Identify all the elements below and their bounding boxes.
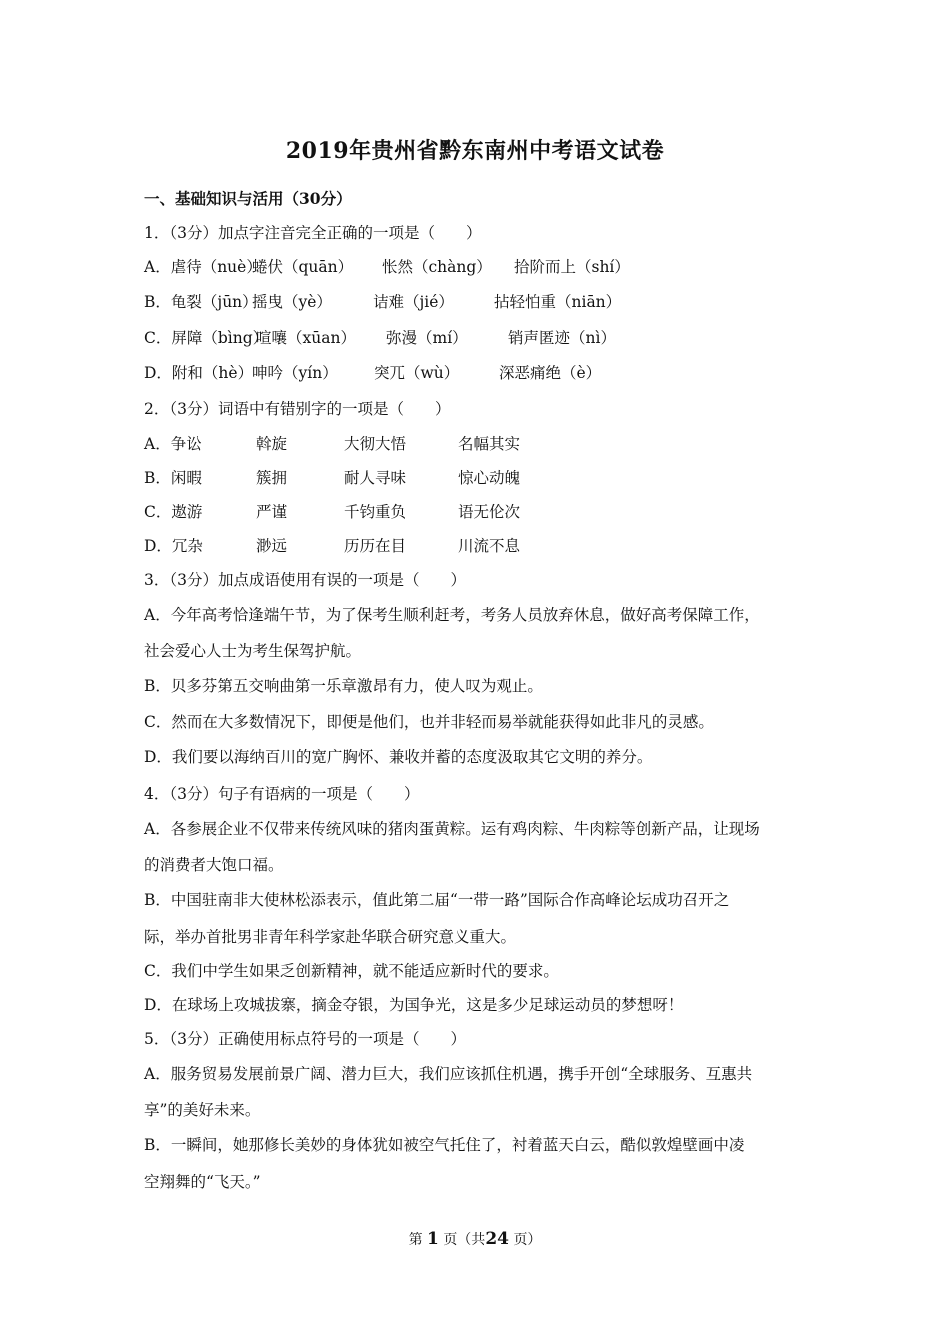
option-cell: 喧嚷（xūan） xyxy=(256,329,356,347)
question-5-stem: 5．（3分）正确使用标点符号的一项是（ ） xyxy=(144,1030,466,1048)
question-2-option-d xyxy=(144,536,520,556)
option-cell: 严谨 xyxy=(256,503,288,521)
page-footer xyxy=(0,1229,950,1249)
option-cell: 摇曳（yè） xyxy=(252,293,332,311)
option-cell: 簇拥 xyxy=(256,469,288,487)
question-2-option-a xyxy=(144,434,520,454)
current-page-number: 1 xyxy=(427,1229,439,1249)
option-cell: 语无伦次 xyxy=(458,503,521,521)
option-cell: B．龟裂（jūn） xyxy=(144,293,258,311)
option-cell: B．闲暇 xyxy=(144,469,202,487)
option-cell: 拾阶而上（shí） xyxy=(514,258,630,276)
question-3-option-c: C．然而在大多数情况下，即便是他们，也并非轻而易举就能获得如此非凡的灵感。 xyxy=(144,713,714,731)
question-1-option-c xyxy=(144,328,616,348)
question-1-stem: 1．（3分）加点字注音完全正确的一项是（ ） xyxy=(144,224,482,242)
option-cell: A．争讼 xyxy=(144,435,202,453)
total-page-count: 24 xyxy=(485,1229,509,1249)
question-5-option-b: B．一瞬间，她那修长美妙的身体犹如被空气托住了，衬着蓝天白云，酷似敦煌壁画中凌 xyxy=(144,1136,745,1154)
option-cell: 呻吟（yín） xyxy=(252,364,338,382)
question-2-option-b xyxy=(144,468,520,488)
option-cell: 川流不息 xyxy=(458,537,521,555)
question-4-option-a: A．各参展企业不仅带来传统风味的猪肉蛋黄粽。运有鸡肉粽、牛肉粽等创新产品，让现场 xyxy=(144,820,760,838)
option-cell: 名幅其实 xyxy=(458,435,521,453)
option-cell: 千钧重负 xyxy=(344,503,407,521)
option-cell: 耐人寻味 xyxy=(344,469,407,487)
option-cell: 突兀（wù） xyxy=(374,364,460,382)
question-1-option-d xyxy=(144,363,601,383)
option-cell: A．虐待（nuè） xyxy=(144,258,262,276)
question-2-stem: 2．（3分）词语中有错别字的一项是（ ） xyxy=(144,400,451,418)
option-cell: C．屏障（bìng） xyxy=(144,329,269,347)
question-1-option-a xyxy=(144,257,630,277)
question-3-option-b: B．贝多芬第五交响曲第一乐章激昂有力，使人叹为观止。 xyxy=(144,677,543,695)
question-5-option-a-cont: 享”的美好未来。 xyxy=(144,1101,261,1119)
question-5-option-b-cont: 空翔舞的“飞天。” xyxy=(144,1173,261,1191)
option-cell: 渺远 xyxy=(256,537,288,555)
option-cell: 怅然（chàng） xyxy=(382,258,492,276)
option-cell: D．冗杂 xyxy=(144,537,203,555)
question-4-option-b-cont: 际，举办首批男非青年科学家赴华联合研究意义重大。 xyxy=(144,928,517,946)
option-cell: 蜷伏（quān） xyxy=(252,258,354,276)
option-cell: 拈轻怕重（niān） xyxy=(494,293,622,311)
footer-middle: 页（共 xyxy=(443,1232,486,1248)
question-4-option-b: B．中国驻南非大使林松添表示，值此第二届“一带一路”国际合作高峰论坛成功召开之 xyxy=(144,891,730,909)
question-3-option-a: A．今年高考恰逢端午节，为了保考生顺利赶考，考务人员放弃休息，做好高考保障工作， xyxy=(144,606,760,624)
option-cell: 大彻大悟 xyxy=(344,435,407,453)
option-cell: 弥漫（mí） xyxy=(386,329,468,347)
question-3-option-d: D．我们要以海纳百川的宽广胸怀、兼收并蓄的态度汲取其它文明的养分。 xyxy=(144,748,653,766)
option-cell: 深恶痛绝（è） xyxy=(499,364,602,382)
question-5-option-a: A．服务贸易发展前景广阔、潜力巨大，我们应该抓住机遇，携手开创“全球服务、互惠共 xyxy=(144,1065,753,1083)
option-cell: C．遨游 xyxy=(144,503,203,521)
footer-prefix: 第 xyxy=(408,1232,423,1248)
option-cell: 销声匿迹（nì） xyxy=(508,329,616,347)
option-cell: 惊心动魄 xyxy=(458,469,521,487)
question-4-option-d: D．在球场上攻城拔寨，摘金夺银，为国争光，这是多少足球运动员的梦想呀！ xyxy=(144,996,684,1014)
question-1-option-b xyxy=(144,292,621,312)
question-4-stem: 4．（3分）句子有语病的一项是（ ） xyxy=(144,785,420,803)
option-cell: 斡旋 xyxy=(256,435,288,453)
question-2-option-c xyxy=(144,502,520,522)
page-title: 2019年贵州省黔东南州中考语文试卷 xyxy=(285,138,665,164)
option-cell: D．附和（hè） xyxy=(144,364,254,382)
option-cell: 诘难（jié） xyxy=(373,293,454,311)
question-4-option-a-cont: 的消费者大饱口福。 xyxy=(144,856,284,874)
question-4-option-c: C．我们中学生如果乏创新精神，就不能适应新时代的要求。 xyxy=(144,962,559,980)
option-cell: 历历在目 xyxy=(344,537,407,555)
question-3-stem: 3．（3分）加点成语使用有误的一项是（ ） xyxy=(144,571,466,589)
section-heading: 一、基础知识与活用（30分） xyxy=(144,189,352,208)
footer-suffix: 页） xyxy=(513,1232,542,1248)
question-3-option-a-cont: 社会爱心人士为考生保驾护航。 xyxy=(144,642,362,660)
